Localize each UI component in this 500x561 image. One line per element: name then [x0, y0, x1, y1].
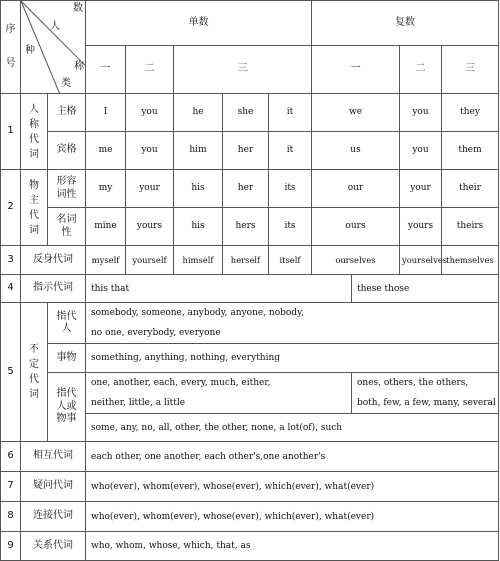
indefinite-person-text [86, 303, 499, 344]
header-person-2-sg: 二 [126, 46, 174, 94]
cell: yours [126, 208, 174, 246]
conjunctive-text [86, 502, 499, 532]
text-line: some, any, no, all, other, the other, none, a lot(of), such [91, 422, 343, 433]
cell: themselves [442, 246, 499, 275]
table-row [1, 472, 499, 502]
group-label-possessive [21, 170, 48, 246]
header-person-1-sg: 一 [86, 46, 126, 94]
row-number: 8 [1, 502, 21, 532]
text-line: ones, others, the others, [357, 378, 469, 388]
demonstrative-singular [86, 275, 352, 303]
cell: her [223, 132, 269, 170]
type-label-demonstrative: 指示代词 [21, 275, 86, 303]
cell: mine [86, 208, 126, 246]
table-row [1, 502, 499, 532]
cell: yours [400, 208, 442, 246]
cell: you [400, 132, 442, 170]
row-number: 7 [1, 472, 21, 502]
text-line: both, few, a few, many, several [357, 398, 496, 408]
row-number: 6 [1, 442, 21, 472]
header-person-1-pl: 一 [312, 46, 400, 94]
label-line: 形容 [56, 176, 77, 187]
group-label-personal [21, 94, 48, 170]
header-xuhao-2: 号 [5, 58, 16, 69]
table-row [1, 132, 499, 170]
cell: you [126, 132, 174, 170]
header-xuhao-1: 序 [5, 23, 16, 35]
demonstrative-plural [352, 275, 499, 303]
cell: his [174, 208, 223, 246]
case-label-subject: 主格 [48, 94, 86, 132]
cell: its [269, 170, 312, 208]
cell: its [269, 208, 312, 246]
table-row [1, 246, 499, 275]
group-char: 人 [29, 103, 39, 115]
cell: him [174, 132, 223, 170]
row-number: 5 [1, 303, 21, 442]
text-line: neither, little, a little [91, 398, 186, 408]
label-line: 词性 [56, 188, 77, 200]
reciprocal-text [86, 442, 499, 472]
table-row [1, 344, 499, 373]
cell: yourselves [400, 246, 442, 275]
cell: them [442, 132, 499, 170]
text-line: somebody, someone, anybody, anyone, nobody, [91, 308, 304, 318]
text-line: who(ever), whom(ever), whose(ever), which(ever), what(ever) [91, 511, 375, 522]
cell: my [86, 170, 126, 208]
indefinite-both-plural [352, 373, 499, 414]
cell: we [312, 94, 400, 132]
indefinite-both-singular [86, 373, 352, 414]
cell: he [174, 94, 223, 132]
cell: us [312, 132, 400, 170]
relative-text [86, 532, 499, 561]
group-char: 代 [29, 209, 39, 221]
type-label-adjective [48, 170, 86, 208]
group-char: 不 [29, 344, 39, 355]
cell: your [126, 170, 174, 208]
header-plural: 复数 [312, 1, 499, 46]
label-line: 人或 [56, 400, 77, 412]
cell: she [223, 94, 269, 132]
cell: me [86, 132, 126, 170]
cell: himself [174, 246, 223, 275]
type-label-interrogative: 疑问代词 [21, 472, 86, 502]
group-char: 称 [29, 118, 39, 130]
group-char: 代 [29, 133, 39, 145]
diag-zhong: 种 [25, 45, 35, 56]
header-person-3-pl: 三 [442, 46, 499, 94]
cell: his [174, 170, 223, 208]
group-char: 词 [29, 148, 39, 160]
header-diagonal-cell [21, 1, 86, 94]
group-char: 词 [29, 389, 39, 400]
text-line: each other, one another, each other's,one another's [91, 451, 326, 462]
header-singular: 单数 [86, 1, 312, 46]
header-person-2-pl: 二 [400, 46, 442, 94]
cell: it [269, 94, 312, 132]
diag-shu: 数 [73, 3, 83, 14]
type-label-noun [48, 208, 86, 246]
cell: your [400, 170, 442, 208]
cell: ours [312, 208, 400, 246]
type-label-person-or-thing [48, 373, 86, 442]
demonstrative-singular-text: this that [91, 283, 130, 294]
type-label-conjunctive: 连接代词 [21, 502, 86, 532]
row-number: 2 [1, 170, 21, 246]
row-number: 4 [1, 275, 21, 303]
cell: hers [223, 208, 269, 246]
cell: our [312, 170, 400, 208]
cell: you [400, 94, 442, 132]
cell: I [86, 94, 126, 132]
text-line: who(ever), whom(ever), whose(ever), which(ever), what(ever) [91, 481, 375, 492]
table-row [1, 275, 499, 303]
type-label-thing: 事物 [48, 344, 86, 373]
indefinite-both-common [86, 414, 499, 442]
cell: myself [86, 246, 126, 275]
group-char: 词 [29, 224, 39, 236]
header-xuhao [1, 1, 21, 94]
type-label-relative: 关系代词 [21, 532, 86, 561]
case-label-object: 宾格 [48, 132, 86, 170]
cell: you [126, 94, 174, 132]
diag-cheng: 称 [74, 61, 84, 72]
group-char: 主 [29, 194, 39, 206]
diag-lei: 类 [61, 78, 71, 89]
cell: herself [223, 246, 269, 275]
row-number: 3 [1, 246, 21, 275]
row-number: 1 [1, 94, 21, 170]
label-line: 指代 [56, 310, 77, 322]
label-line: 人 [61, 323, 72, 334]
group-char: 物 [29, 179, 39, 191]
label-line: 名词 [56, 214, 77, 225]
text-line: who, whom, whose, which, that, as [91, 541, 251, 551]
header-person-3-sg: 三 [174, 46, 312, 94]
cell: yourself [126, 246, 174, 275]
demonstrative-plural-text: these those [357, 283, 410, 294]
group-label-indefinite [21, 303, 48, 442]
text-line: something, anything, nothing, everything [91, 353, 281, 363]
diag-ren: 人 [50, 21, 60, 32]
group-char: 代 [29, 374, 39, 385]
interrogative-text [86, 472, 499, 502]
table-row [1, 303, 499, 344]
indefinite-thing-text [86, 344, 499, 373]
row-number: 9 [1, 532, 21, 561]
table-row [1, 94, 499, 132]
table-row [1, 170, 499, 208]
label-line: 指代 [56, 388, 77, 400]
group-char: 定 [29, 359, 39, 370]
label-line: 性 [61, 226, 72, 238]
cell: itself [269, 246, 312, 275]
table-row [1, 442, 499, 472]
cell: her [223, 170, 269, 208]
label-line: 物事 [56, 413, 77, 425]
cell: it [269, 132, 312, 170]
table-row [1, 208, 499, 246]
cell: ourselves [312, 246, 400, 275]
type-label-person [48, 303, 86, 344]
text-line: no one, everybody, everyone [91, 328, 221, 338]
type-label-reflexive: 反身代词 [21, 246, 86, 275]
cell: theirs [442, 208, 499, 246]
text-line: one, another, each, every, much, either, [91, 378, 271, 388]
cell: their [442, 170, 499, 208]
type-label-reciprocal: 相互代词 [21, 442, 86, 472]
table-row [1, 532, 499, 561]
table-row [1, 373, 499, 414]
cell: they [442, 94, 499, 132]
